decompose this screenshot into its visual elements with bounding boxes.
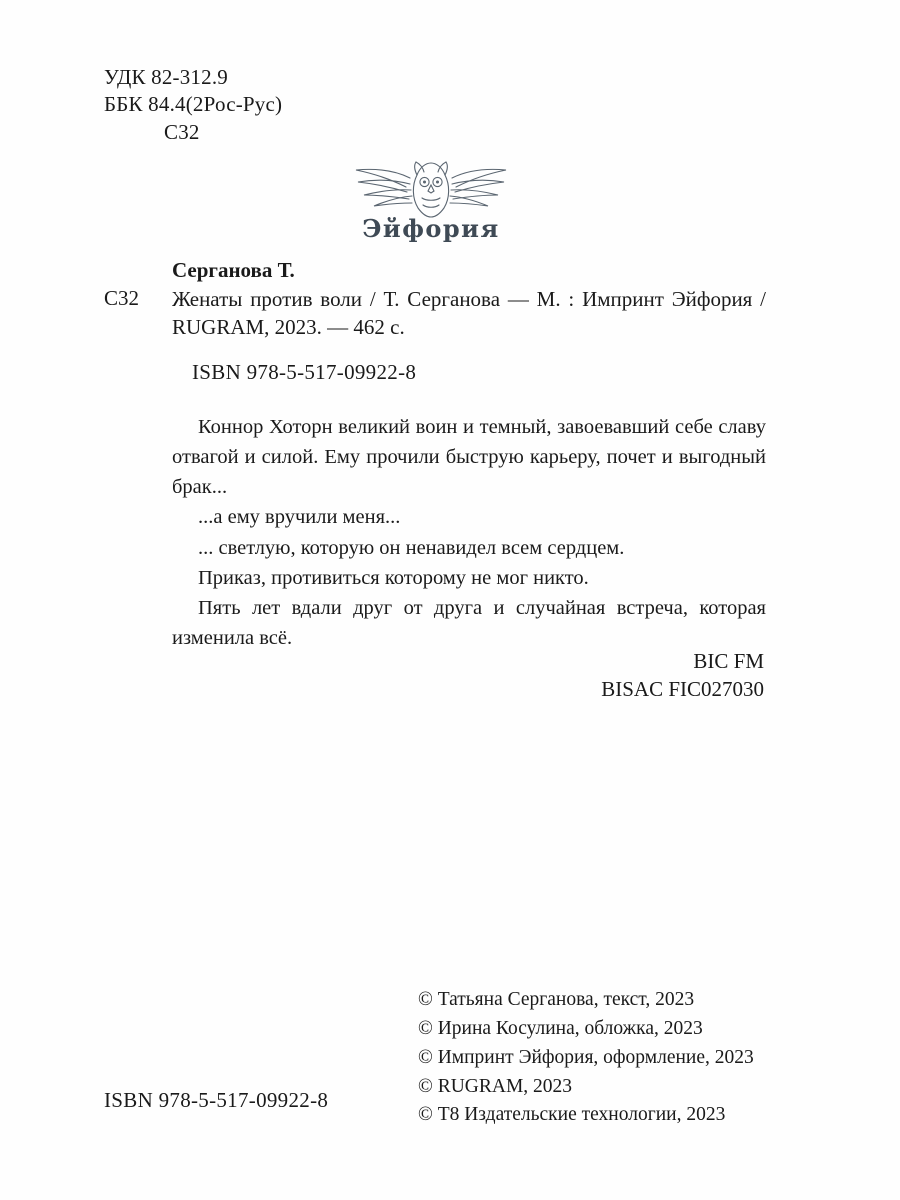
bisac-code: BISAC FIC027030 xyxy=(601,676,764,701)
annotation xyxy=(172,412,766,653)
copyright-line: © RUGRAM, 2023 xyxy=(418,1075,573,1097)
annotation-paragraph: ... светлую, которую он ненавидел всем сердцем. xyxy=(198,536,625,559)
isbn-footer: ISBN 978-5-517-09922-8 xyxy=(104,1088,329,1112)
annotation-paragraph: Коннор Хоторн великий воин и темный, завоевавший себе славу отвагой и силой. Ему прочили быструю карьеру, почет и выгодный брак... xyxy=(172,416,766,499)
bic-code: BIC FM xyxy=(693,649,764,673)
classification-bic-bisac xyxy=(601,648,764,704)
copyright-block xyxy=(418,986,754,1130)
annotation-paragraph: Пять лет вдали друг от друга и случайная встреча, которая изменила всё. xyxy=(172,596,766,649)
annotation-paragraph: Приказ, противиться которому не мог никто. xyxy=(198,566,589,589)
bbk-code: ББК 84.4(2Рос-Рус) xyxy=(104,92,283,117)
record-description: Женаты против воли / Т. Серганова — М. : Импринт Эйфория / RUGRAM, 2023. — 462 с. xyxy=(172,287,766,339)
isbn-main: ISBN 978-5-517-09922-8 xyxy=(192,360,417,384)
copyright-line: © Татьяна Серганова, текст, 2023 xyxy=(418,989,695,1010)
record-author: Серганова Т. xyxy=(172,258,295,282)
publisher-logo xyxy=(336,158,526,243)
copyright-line: © Т8 Издательские технологии, 2023 xyxy=(418,1104,726,1126)
classification-codes xyxy=(104,64,282,146)
copyright-line: © Ирина Косулина, обложка, 2023 xyxy=(418,1017,703,1039)
annotation-paragraph: ...а ему вручили меня... xyxy=(198,506,401,529)
owl-icon xyxy=(338,158,524,220)
udk-code: УДК 82-312.9 xyxy=(104,65,228,89)
shelf-code: С32 xyxy=(164,119,200,144)
publisher-wordmark: Эйфория xyxy=(362,214,500,243)
record-shelf-code: С32 xyxy=(104,286,140,310)
copyright-line: © Импринт Эйфория, оформление, 2023 xyxy=(418,1046,754,1068)
